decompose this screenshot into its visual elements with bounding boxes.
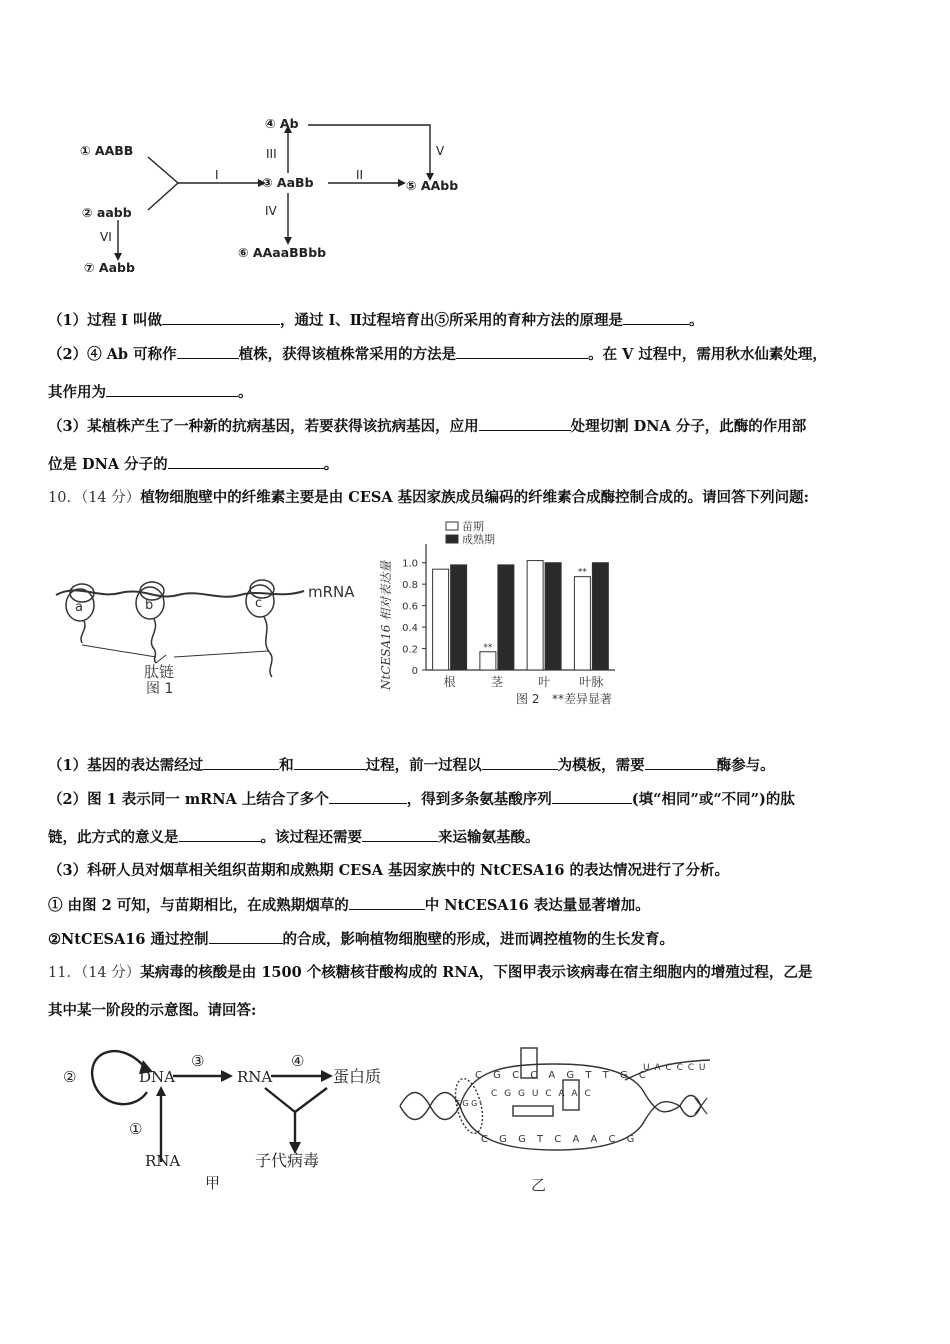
node-2: ② aabb xyxy=(82,205,132,220)
bar-叶脉-苗期 xyxy=(574,577,590,670)
arrow-V xyxy=(308,125,430,173)
label-c: c xyxy=(255,596,263,611)
answer-blank[interactable] xyxy=(456,344,588,359)
fig1-caption: 图 1 xyxy=(146,681,174,697)
significance-mark: ** xyxy=(577,567,587,578)
x-tick-label: 茎 xyxy=(490,675,503,689)
q9-line-4: （3）某植株产生了一种新的抗病基因，若要获得该抗病基因，应用 处理切割 DNA 分子，此酶的作用部 xyxy=(48,418,807,435)
answer-blank[interactable] xyxy=(168,454,324,469)
q9-line-5: 位是 DNA 分子的 。 xyxy=(48,456,339,473)
label-III: III xyxy=(266,147,277,161)
fig2-bar-chart xyxy=(370,518,645,710)
q11-stem-2: 其中某一阶段的示意图。请回答: xyxy=(48,1002,257,1019)
y-tick-label: 0.2 xyxy=(402,644,418,656)
answer-blank[interactable] xyxy=(645,755,717,770)
label-rna-bottom: RNA xyxy=(145,1152,181,1170)
left-bases: T G G xyxy=(455,1099,478,1108)
label-IV: IV xyxy=(265,204,277,218)
bar-叶脉-成熟期 xyxy=(592,563,608,670)
label-I: I xyxy=(215,168,219,182)
circle-4: ④ xyxy=(291,1052,305,1070)
breeding-diagram xyxy=(60,105,490,285)
strand-top-bases: C G C C A G T T G C xyxy=(475,1070,650,1081)
q10-line-6: ②NtCESA16 通过控制 的合成，影响植物细胞壁的形成，进而调控植物的生长发育。 xyxy=(48,931,674,948)
circle-1: ① xyxy=(129,1120,143,1138)
node-3: ③ AaBb xyxy=(262,175,314,190)
label-VI: VI xyxy=(100,230,112,244)
join-right xyxy=(295,1088,327,1112)
answer-blank[interactable] xyxy=(203,755,279,770)
label-mrna: mRNA xyxy=(308,583,355,601)
y-tick-label: 0.4 xyxy=(402,623,418,635)
answer-blank[interactable] xyxy=(162,310,280,325)
answer-blank[interactable] xyxy=(479,416,571,431)
join-left xyxy=(265,1088,295,1112)
x-tick-label: 叶脉 xyxy=(579,675,604,689)
label-dna: DNA xyxy=(139,1068,175,1086)
legend-seedling: 苗期 xyxy=(462,520,484,533)
q11-stem-1: 11．（14 分）某病毒的核酸是由 1500 个核糖核苷酸构成的 RNA，下图甲表示该病毒在宿主细胞内的增殖过程，乙是 xyxy=(48,964,813,981)
label-rna-mid: RNA xyxy=(237,1068,273,1086)
answer-blank[interactable] xyxy=(362,827,438,842)
bar-茎-苗期 xyxy=(480,652,496,670)
rna-tail-bases: U A C C C U xyxy=(643,1063,707,1073)
label-protein: 蛋白质 xyxy=(333,1067,382,1086)
answer-blank[interactable] xyxy=(177,344,239,359)
answer-blank[interactable] xyxy=(349,895,425,910)
circle-3: ③ xyxy=(191,1052,205,1070)
q10-stem: 10．（14 分）植物细胞壁中的纤维素主要是由 CESA 基因家族成员编码的纤维素合成酶控制合成的。请回答下列问题: xyxy=(48,489,810,506)
box-center xyxy=(513,1106,553,1116)
fig-jia-caption: 甲 xyxy=(205,1174,221,1192)
fig1-translation xyxy=(48,555,368,700)
legend-mature: 成熟期 xyxy=(462,533,495,546)
answer-blank[interactable] xyxy=(209,929,283,944)
helix-right xyxy=(680,1096,701,1107)
y-tick-label: 1.0 xyxy=(402,558,418,570)
chart-caption: 图 2 xyxy=(516,692,540,706)
y-tick-label: 0.6 xyxy=(402,601,418,613)
bar-叶-苗期 xyxy=(527,561,543,670)
node-1: ① AABB xyxy=(80,143,134,158)
label-peptide: 肽链 xyxy=(144,663,175,681)
label-b: b xyxy=(145,598,154,613)
q9-line-1: （1）过程 I 叫做 ，通过 I、Ⅱ过程培育出⑤所采用的育种方法的原理是 。 xyxy=(48,312,704,329)
circle-2: ② xyxy=(63,1068,77,1086)
answer-blank[interactable] xyxy=(294,755,366,770)
q9-line-2: （2）④ Ab 可称作 植株，获得该植株常采用的方法是 。在 V 过程中，需用秋水仙素处理， xyxy=(48,346,827,363)
answer-blank[interactable] xyxy=(106,382,238,397)
significance-mark: ** xyxy=(483,642,493,653)
answer-blank[interactable] xyxy=(552,789,632,804)
bar-根-成熟期 xyxy=(451,565,467,670)
label-progeny-virus: 子代病毒 xyxy=(255,1151,320,1170)
cross-line-top xyxy=(148,157,178,183)
label-II: II xyxy=(356,168,364,182)
node-6: ⑥ AAaaBBbb xyxy=(238,245,327,260)
node-7: ⑦ Aabb xyxy=(84,260,135,275)
answer-blank[interactable] xyxy=(179,827,261,842)
x-tick-label: 根 xyxy=(443,675,456,689)
y-tick-label: 0 xyxy=(411,666,418,677)
y-tick-label: 0.8 xyxy=(402,580,418,592)
bar-根-苗期 xyxy=(433,569,449,670)
x-tick-label: 叶 xyxy=(538,675,551,689)
q10-line-3: 链，此方式的意义是 。该过程还需要 来运输氨基酸。 xyxy=(48,829,540,846)
chart-ylabel: NtCESA16 相对表达量 xyxy=(379,560,393,690)
peptide-a xyxy=(81,621,85,643)
answer-blank[interactable] xyxy=(623,310,689,325)
answer-blank[interactable] xyxy=(482,755,558,770)
q10-line-1: （1）基因的表达需经过 和 过程，前一过程以 为模板，需要 酶参与。 xyxy=(48,757,775,774)
legend-swatch-mature xyxy=(446,535,458,543)
fig-jia-virus-cycle xyxy=(55,1030,395,1200)
node-4: ④ Ab xyxy=(265,116,299,131)
bar-叶-成熟期 xyxy=(545,563,561,670)
bar-茎-成熟期 xyxy=(498,565,514,670)
q10-line-5: ① 由图 2 可知，与苗期相比，在成熟期烟草的 中 NtCESA16 表达量显著增加。 xyxy=(48,897,650,914)
fig-yi-transcription xyxy=(395,1040,715,1200)
label-a: a xyxy=(75,600,83,615)
chart-note: **差异显著 xyxy=(552,692,613,706)
rna-bases: C G G U C A A C xyxy=(491,1089,593,1099)
q9-line-3: 其作用为 。 xyxy=(48,384,253,401)
q10-line-2: （2）图 1 表示同一 mRNA 上结合了多个 ，得到多条氨基酸序列 (填“相同”或“不同”)的肽 xyxy=(48,791,795,808)
peptide-c xyxy=(264,617,272,677)
q10-line-4: （3）科研人员对烟草相关组织苗期和成熟期 CESA 基因家族中的 NtCESA16 的表达情况进行了分析。 xyxy=(48,862,730,879)
cross-line-bottom xyxy=(148,183,178,210)
label-V: V xyxy=(436,144,445,158)
node-5: ⑤ AAbb xyxy=(406,178,459,193)
strand-bottom-bases: C G G T C A A C G xyxy=(481,1134,639,1145)
helix-left-strand-2 xyxy=(400,1093,460,1120)
fig-yi-caption: 乙 xyxy=(531,1176,547,1194)
answer-blank[interactable] xyxy=(329,789,407,804)
legend-swatch-seedling xyxy=(446,522,458,530)
